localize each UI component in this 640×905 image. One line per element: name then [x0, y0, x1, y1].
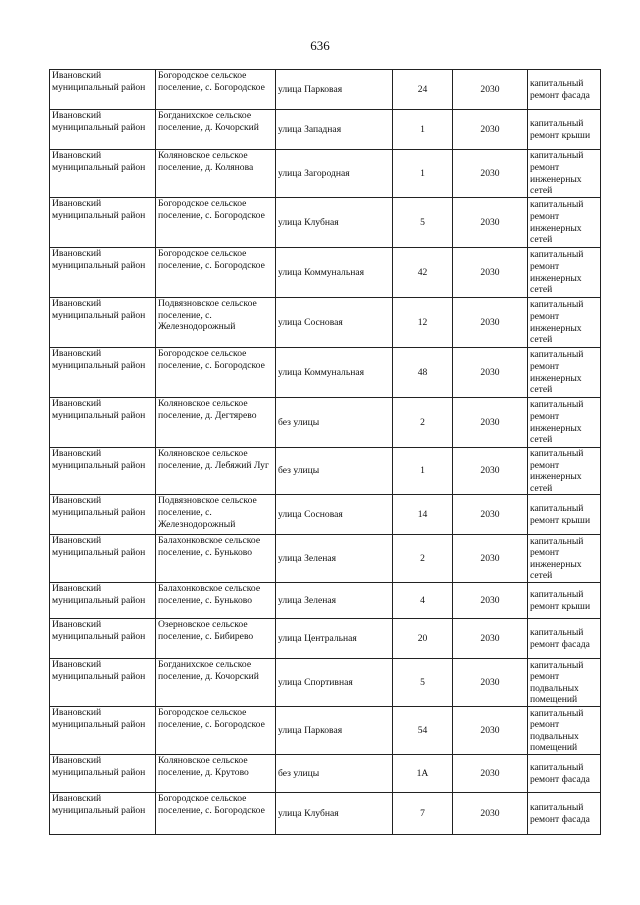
work-type-cell: капитальный ремонт фасада — [528, 619, 601, 659]
house-number-cell: 1 — [393, 150, 453, 198]
settlement-cell: Богородское сельское поселение, с. Богородское — [156, 348, 276, 398]
year-cell: 2030 — [453, 198, 528, 248]
table-row — [50, 583, 601, 619]
settlement-cell: Богородское сельское поселение, с. Богородское — [156, 198, 276, 248]
settlement-cell: Коляновское сельское поселение, д. Крутово — [156, 755, 276, 793]
year-cell: 2030 — [453, 495, 528, 535]
house-number-cell: 48 — [393, 348, 453, 398]
district-cell: Ивановский муниципальный район — [50, 535, 156, 583]
work-type-cell: капитальный ремонт крыши — [528, 583, 601, 619]
district-cell: Ивановский муниципальный район — [50, 150, 156, 198]
table-row — [50, 535, 601, 583]
year-cell: 2030 — [453, 298, 528, 348]
table-row — [50, 448, 601, 495]
settlement-cell: Богородское сельское поселение, с. Богородское — [156, 793, 276, 835]
house-number-cell: 54 — [393, 707, 453, 755]
street-cell: без улицы — [276, 448, 393, 495]
district-cell: Ивановский муниципальный район — [50, 619, 156, 659]
street-cell: улица Парковая — [276, 707, 393, 755]
work-type-cell: капитальный ремонт инженерных сетей — [528, 348, 601, 398]
settlement-cell: Коляновское сельское поселение, д. Дегтярево — [156, 398, 276, 448]
settlement-cell: Балахонковское сельское поселение, с. Буньково — [156, 583, 276, 619]
year-cell: 2030 — [453, 619, 528, 659]
year-cell: 2030 — [453, 535, 528, 583]
settlement-cell: Богданихское сельское поселение, д. Кочорский — [156, 659, 276, 707]
street-cell: улица Сосновая — [276, 495, 393, 535]
house-number-cell: 5 — [393, 659, 453, 707]
work-type-cell: капитальный ремонт фасада — [528, 793, 601, 835]
table-body — [50, 70, 601, 835]
work-type-cell: капитальный ремонт инженерных сетей — [528, 298, 601, 348]
year-cell: 2030 — [453, 448, 528, 495]
table-row — [50, 70, 601, 110]
house-number-cell: 2 — [393, 535, 453, 583]
house-number-cell: 5 — [393, 198, 453, 248]
settlement-cell: Богородское сельское поселение, с. Богородское — [156, 707, 276, 755]
house-number-cell: 20 — [393, 619, 453, 659]
table-row — [50, 495, 601, 535]
district-cell: Ивановский муниципальный район — [50, 793, 156, 835]
work-type-cell: капитальный ремонт инженерных сетей — [528, 535, 601, 583]
district-cell: Ивановский муниципальный район — [50, 70, 156, 110]
work-type-cell: капитальный ремонт крыши — [528, 110, 601, 150]
house-number-cell: 14 — [393, 495, 453, 535]
work-type-cell: капитальный ремонт инженерных сетей — [528, 248, 601, 298]
work-type-cell: капитальный ремонт подвальных помещений — [528, 659, 601, 707]
table-row — [50, 659, 601, 707]
table-row — [50, 150, 601, 198]
work-type-cell: капитальный ремонт инженерных сетей — [528, 198, 601, 248]
table-row — [50, 398, 601, 448]
table-row — [50, 793, 601, 835]
street-cell: улица Коммунальная — [276, 248, 393, 298]
year-cell: 2030 — [453, 348, 528, 398]
district-cell: Ивановский муниципальный район — [50, 707, 156, 755]
district-cell: Ивановский муниципальный район — [50, 110, 156, 150]
house-number-cell: 4 — [393, 583, 453, 619]
house-number-cell: 1 — [393, 110, 453, 150]
year-cell: 2030 — [453, 248, 528, 298]
street-cell: без улицы — [276, 398, 393, 448]
work-type-cell: капитальный ремонт крыши — [528, 495, 601, 535]
capital-repair-table — [49, 69, 601, 835]
street-cell: улица Коммунальная — [276, 348, 393, 398]
house-number-cell: 1 — [393, 448, 453, 495]
district-cell: Ивановский муниципальный район — [50, 348, 156, 398]
house-number-cell: 1А — [393, 755, 453, 793]
page-number: 636 — [310, 38, 330, 53]
settlement-cell: Коляновское сельское поселение, д. Лебяжий Луг — [156, 448, 276, 495]
work-type-cell: капитальный ремонт инженерных сетей — [528, 150, 601, 198]
street-cell: улица Зеленая — [276, 583, 393, 619]
year-cell: 2030 — [453, 110, 528, 150]
year-cell: 2030 — [453, 150, 528, 198]
house-number-cell: 7 — [393, 793, 453, 835]
table-row — [50, 707, 601, 755]
table-row — [50, 348, 601, 398]
work-type-cell: капитальный ремонт подвальных помещений — [528, 707, 601, 755]
settlement-cell: Подвязновское сельское поселение, с. Железнодорожный — [156, 298, 276, 348]
table-row — [50, 619, 601, 659]
table-row — [50, 755, 601, 793]
table-row — [50, 110, 601, 150]
house-number-cell: 24 — [393, 70, 453, 110]
year-cell: 2030 — [453, 659, 528, 707]
work-type-cell: капитальный ремонт фасада — [528, 70, 601, 110]
district-cell: Ивановский муниципальный район — [50, 583, 156, 619]
street-cell: улица Клубная — [276, 793, 393, 835]
work-type-cell: капитальный ремонт фасада — [528, 755, 601, 793]
house-number-cell: 12 — [393, 298, 453, 348]
table-row — [50, 198, 601, 248]
settlement-cell: Богданихское сельское поселение, д. Кочорский — [156, 110, 276, 150]
street-cell: улица Загородная — [276, 150, 393, 198]
street-cell: улица Зеленая — [276, 535, 393, 583]
street-cell: улица Парковая — [276, 70, 393, 110]
settlement-cell: Коляновское сельское поселение, д. Колянова — [156, 150, 276, 198]
district-cell: Ивановский муниципальный район — [50, 398, 156, 448]
work-type-cell: капитальный ремонт инженерных сетей — [528, 448, 601, 495]
street-cell: улица Сосновая — [276, 298, 393, 348]
year-cell: 2030 — [453, 755, 528, 793]
district-cell: Ивановский муниципальный район — [50, 248, 156, 298]
district-cell: Ивановский муниципальный район — [50, 659, 156, 707]
year-cell: 2030 — [453, 583, 528, 619]
district-cell: Ивановский муниципальный район — [50, 198, 156, 248]
table-row — [50, 298, 601, 348]
house-number-cell: 2 — [393, 398, 453, 448]
table-row — [50, 248, 601, 298]
street-cell: улица Клубная — [276, 198, 393, 248]
settlement-cell: Богородское сельское поселение, с. Богородское — [156, 70, 276, 110]
street-cell: без улицы — [276, 755, 393, 793]
district-cell: Ивановский муниципальный район — [50, 448, 156, 495]
year-cell: 2030 — [453, 398, 528, 448]
work-type-cell: капитальный ремонт инженерных сетей — [528, 398, 601, 448]
district-cell: Ивановский муниципальный район — [50, 755, 156, 793]
street-cell: улица Спортивная — [276, 659, 393, 707]
settlement-cell: Богородское сельское поселение, с. Богородское — [156, 248, 276, 298]
street-cell: улица Центральная — [276, 619, 393, 659]
house-number-cell: 42 — [393, 248, 453, 298]
street-cell: улица Западная — [276, 110, 393, 150]
year-cell: 2030 — [453, 70, 528, 110]
settlement-cell: Балахонковское сельское поселение, с. Буньково — [156, 535, 276, 583]
year-cell: 2030 — [453, 793, 528, 835]
settlement-cell: Озерновское сельское поселение, с. Бибирево — [156, 619, 276, 659]
district-cell: Ивановский муниципальный район — [50, 495, 156, 535]
year-cell: 2030 — [453, 707, 528, 755]
district-cell: Ивановский муниципальный район — [50, 298, 156, 348]
settlement-cell: Подвязновское сельское поселение, с. Железнодорожный — [156, 495, 276, 535]
